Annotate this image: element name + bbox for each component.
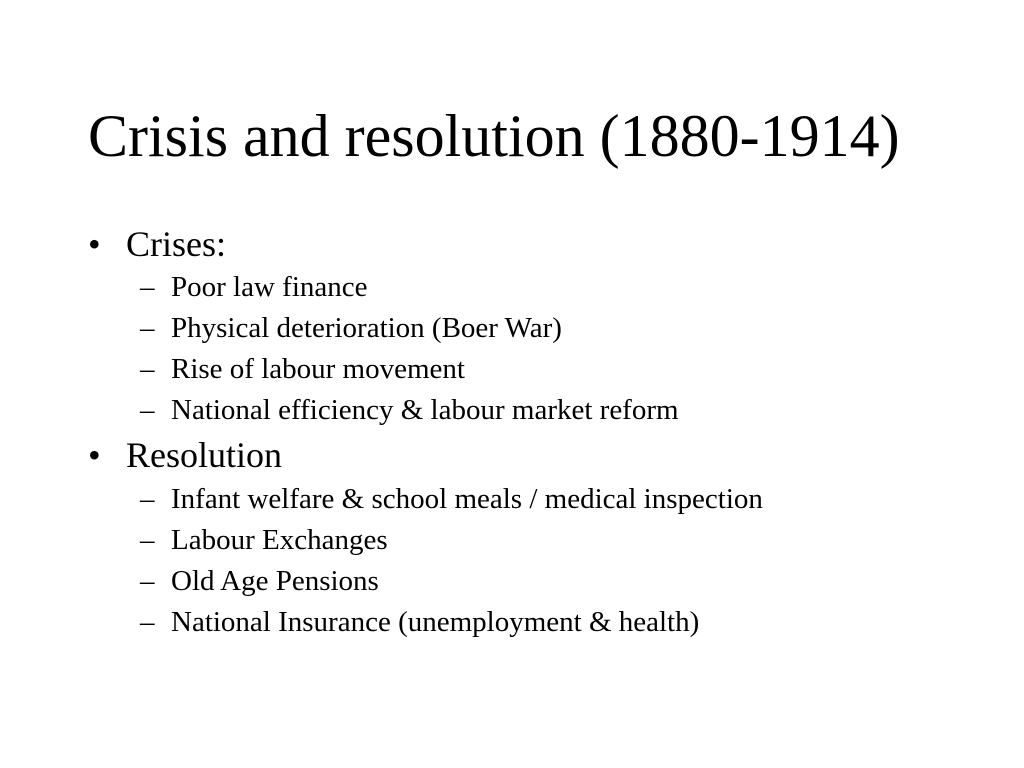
list-item: Physical deterioration (Boer War) — [171, 312, 562, 344]
dash-marker: – — [140, 565, 155, 597]
section-heading-crises: Crises: — [126, 224, 227, 264]
bullet-marker: • — [88, 435, 101, 475]
section-heading-resolution: Resolution — [126, 435, 283, 475]
slide-title: Crisis and resolution (1880-1914) — [88, 103, 900, 169]
dash-marker: – — [140, 394, 155, 426]
list-item: Old Age Pensions — [171, 565, 379, 597]
list-item: Poor law finance — [171, 271, 368, 303]
list-item: Labour Exchanges — [171, 524, 388, 556]
list-item: National Insurance (unemployment & health) — [171, 606, 700, 638]
dash-marker: – — [140, 483, 155, 515]
dash-marker: – — [140, 353, 155, 385]
dash-marker: – — [140, 606, 155, 638]
dash-marker: – — [140, 312, 155, 344]
dash-marker: – — [140, 524, 155, 556]
dash-marker: – — [140, 271, 155, 303]
list-item: Rise of labour movement — [171, 353, 465, 385]
bullet-marker: • — [88, 224, 101, 264]
list-item: National efficiency & labour market reform — [171, 394, 679, 426]
list-item: Infant welfare & school meals / medical inspection — [171, 483, 763, 515]
